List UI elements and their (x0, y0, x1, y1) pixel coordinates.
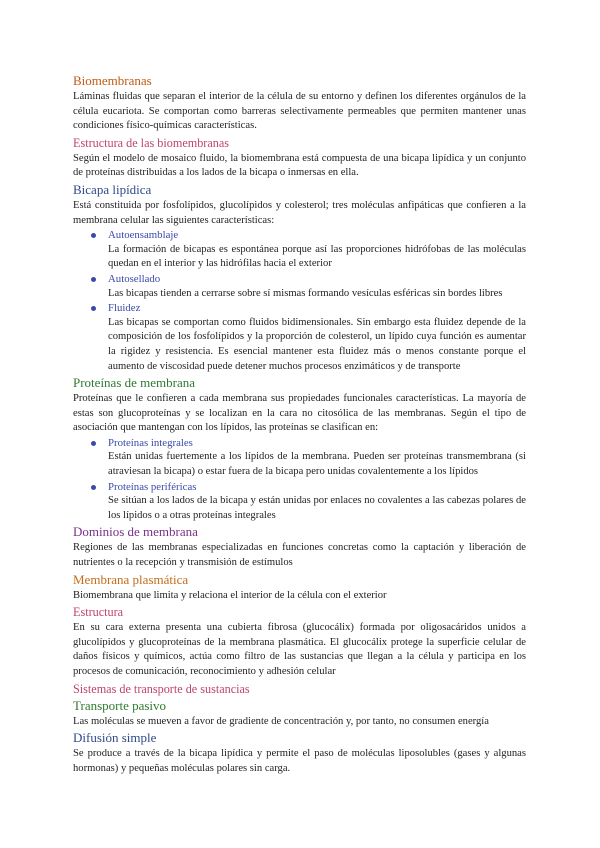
paragraph: Se produce a través de la bicapa lipídica y permite el paso de moléculas liposolubles (gases y algunas hormonas) y pequeñas moléculas polares sin carga. (73, 748, 526, 774)
list-item-text: La formación de bicapas es espontánea porque así las proporciones hidrófobas de las moléculas quedan en el interior y las hidrófilas hacia el exterior (108, 243, 526, 270)
section-title: Biomembranas (73, 73, 152, 88)
paragraph: Según el modelo de mosaico fluido, la biomembrana está compuesta de una bicapa lipídica y un conjunto de proteínas distribuidas a los lados de la bicapa o inmersas en ella. (73, 152, 526, 179)
subsection-heading: Difusión simple (73, 730, 157, 746)
paragraph: Está constituida por fosfolípidos, glucolípidos y colesterol; tres moléculas anfipáticas que confieren a la membrana celular las siguientes características: (73, 199, 526, 226)
list-item-title: Autosellado (108, 272, 161, 285)
bullet-list (73, 436, 526, 524)
list-item (108, 228, 526, 272)
list-item-text: Están unidas fuertemente a los lípidos de la membrana. Pueden ser proteínas transmembrana (si atraviesan la bicapa) o estar fuera de la bicapa pero unidas covalentemente a los lípidos (108, 451, 526, 478)
subsection-heading: Estructura (73, 605, 124, 620)
paragraph: Las moléculas se mueven a favor de gradiente de concentración y, por tanto, no consumen energía (73, 715, 489, 727)
subsection-heading: Sistemas de transporte de sustancias (73, 681, 250, 696)
list-item-title: Autoensamblaje (108, 229, 179, 242)
bullet-icon (91, 277, 96, 282)
intro-paragraph: Láminas fluidas que separan el interior de la célula de su entorno y definen los diferentes orgánulos de la célula eucariota. Se comportan como barreras selectivamente permeables que permiten mantener unas condiciones físico-químicas características. (73, 91, 526, 132)
bullet-icon (91, 485, 96, 490)
list-item-title: Proteínas periféricas (108, 480, 197, 493)
subsection-heading: Dominios de membrana (73, 524, 198, 540)
subsection-heading: Proteínas de membrana (73, 375, 196, 391)
paragraph: Regiones de las membranas especializadas en funciones concretas como la captación y liberación de nutrientes o la recepción y transmisión de estímulos (73, 542, 526, 569)
list-item (108, 480, 526, 524)
list-item-text: Las bicapas tienden a cerrarse sobre sí mismas formando vesículas esféricas sin bordes libres (108, 287, 503, 299)
document-page (73, 72, 526, 776)
subsection-heading: Bicapa lipídica (73, 181, 152, 197)
paragraph: Proteínas que le confieren a cada membrana sus propiedades funcionales características. La mayoría de estas son glucoproteínas y se localizan en la cara no citosólica de las membranas. Según el tipo de asociación que mantengan con los lípidos, las proteínas se clasifican en: (73, 393, 526, 434)
paragraph: En su cara externa presenta una cubierta fibrosa (glucocálix) formada por oligosacáridos unidos a glucolípidos y glucoproteínas de la membrana plasmática. El glucocálix protege la superficie celular de daños físicos y químicos, actúa como filtro de las sustancias que llegan a la célula y participa en los procesos de comunicación, reconocimiento y adhesión celular (73, 622, 526, 677)
bullet-list (73, 228, 526, 374)
list-item-title: Fluidez (108, 302, 141, 315)
subsection-heading: Estructura de las biomembranas (73, 135, 230, 150)
section-heading: Membrana plasmática (73, 571, 189, 587)
list-item-title: Proteínas integrales (108, 436, 193, 449)
subsection-heading: Transporte pasivo (73, 697, 167, 713)
bullet-icon (91, 233, 96, 238)
bullet-icon (91, 441, 96, 446)
list-item-text: Se sitúan a los lados de la bicapa y están unidas por enlaces no covalentes a las cabezas polares de los lípidos o a otras proteínas integrales (108, 495, 526, 521)
list-item-text: Las bicapas se comportan como fluidos bidimensionales. Sin embargo esta fluidez depende de la composición de los fosfolípidos y la proporción de colesterol, un lípido cuya función es aumentar la rigidez y resistencia. Es esencial mantener esta fluidez más o menos constante porque el aumento de viscosidad puede detener muchos procesos enzimáticos y de transporte (108, 316, 526, 372)
bullet-icon (91, 306, 96, 311)
paragraph: Biomembrana que limita y relaciona el interior de la célula con el exterior (73, 589, 387, 601)
list-item (108, 272, 526, 301)
list-item (108, 436, 526, 480)
list-item (108, 301, 526, 374)
